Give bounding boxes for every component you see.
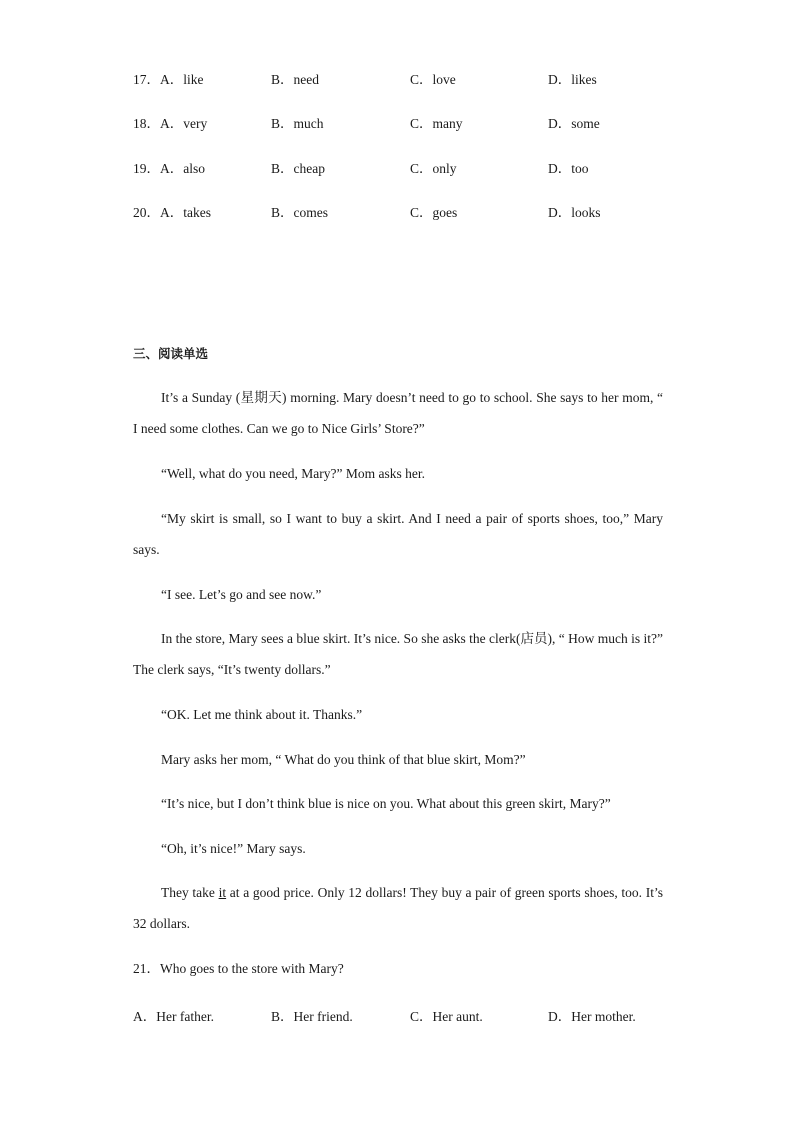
- question-17: [133, 68, 693, 88]
- passage-paragraph: [133, 877, 663, 939]
- passage-paragraph: It’s a Sunday (星期天) morning. Mary doesn’t need to go to school. She says to her mom, “ I need some clothes. Can we go to Nice Girls’ Store?”: [133, 390, 663, 436]
- option-a[interactable]: [133, 68, 204, 88]
- passage-paragraph: “OK. Let me think about it. Thanks.”: [161, 707, 363, 722]
- option-label: A．like: [160, 72, 204, 87]
- passage-paragraph: “My skirt is small, so I want to buy a skirt. And I need a pair of sports shoes, too,” Mary says.: [133, 511, 663, 557]
- option-c[interactable]: C．love: [410, 72, 456, 87]
- question-21-options: [133, 1005, 693, 1025]
- option-label: A．takes: [160, 205, 211, 220]
- option-d[interactable]: D．likes: [548, 72, 597, 87]
- paragraph-text: They take: [161, 885, 219, 900]
- option-c[interactable]: C．Her aunt.: [410, 1009, 483, 1024]
- question-20: [133, 201, 693, 221]
- paragraph-text: at a good price. Only 12 dollars! They buy a pair of green sports shoes, too. It’s 32 dollars.: [133, 885, 663, 931]
- option-c[interactable]: C．goes: [410, 205, 458, 220]
- option-b[interactable]: B．need: [271, 72, 319, 87]
- passage-paragraph: “Oh, it’s nice!” Mary says.: [161, 841, 306, 856]
- option-d[interactable]: D．looks: [548, 205, 601, 220]
- option-c[interactable]: C．only: [410, 161, 457, 176]
- option-d[interactable]: D．too: [548, 161, 589, 176]
- underlined-word: it: [218, 885, 227, 900]
- passage-paragraph: Mary asks her mom, “ What do you think of that blue skirt, Mom?”: [161, 752, 526, 767]
- passage-paragraph: “It’s nice, but I don’t think blue is nice on you. What about this green skirt, Mary?”: [161, 796, 611, 811]
- option-a[interactable]: [133, 157, 205, 177]
- option-label: A．also: [160, 161, 205, 176]
- option-b[interactable]: B．Her friend.: [271, 1009, 353, 1024]
- option-b[interactable]: B．cheap: [271, 161, 325, 176]
- option-a[interactable]: [133, 112, 207, 132]
- section-title: 三、阅读单选: [133, 346, 209, 361]
- question-number: 19．: [133, 161, 160, 176]
- question-number: 17．: [133, 72, 160, 87]
- option-label: A．very: [160, 116, 208, 131]
- passage-paragraph: “Well, what do you need, Mary?” Mom asks her.: [161, 466, 425, 481]
- question-number: 20．: [133, 205, 160, 220]
- option-a[interactable]: A．Her father.: [133, 1009, 214, 1024]
- option-d[interactable]: D．some: [548, 116, 600, 131]
- option-b[interactable]: B．comes: [271, 205, 328, 220]
- question-number: 18．: [133, 116, 160, 131]
- passage-paragraph: “I see. Let’s go and see now.”: [161, 587, 322, 602]
- option-b[interactable]: B．much: [271, 116, 324, 131]
- question-21-stem: 21．Who goes to the store with Mary?: [133, 961, 344, 976]
- question-18: [133, 112, 693, 132]
- option-c[interactable]: C．many: [410, 116, 463, 131]
- option-a[interactable]: [133, 201, 211, 221]
- option-d[interactable]: D．Her mother.: [548, 1009, 636, 1024]
- passage-paragraph: In the store, Mary sees a blue skirt. It’s nice. So she asks the clerk(店员), “ How much is it?” The clerk says, “It’s twenty dollars.”: [133, 631, 663, 677]
- question-19: [133, 157, 693, 177]
